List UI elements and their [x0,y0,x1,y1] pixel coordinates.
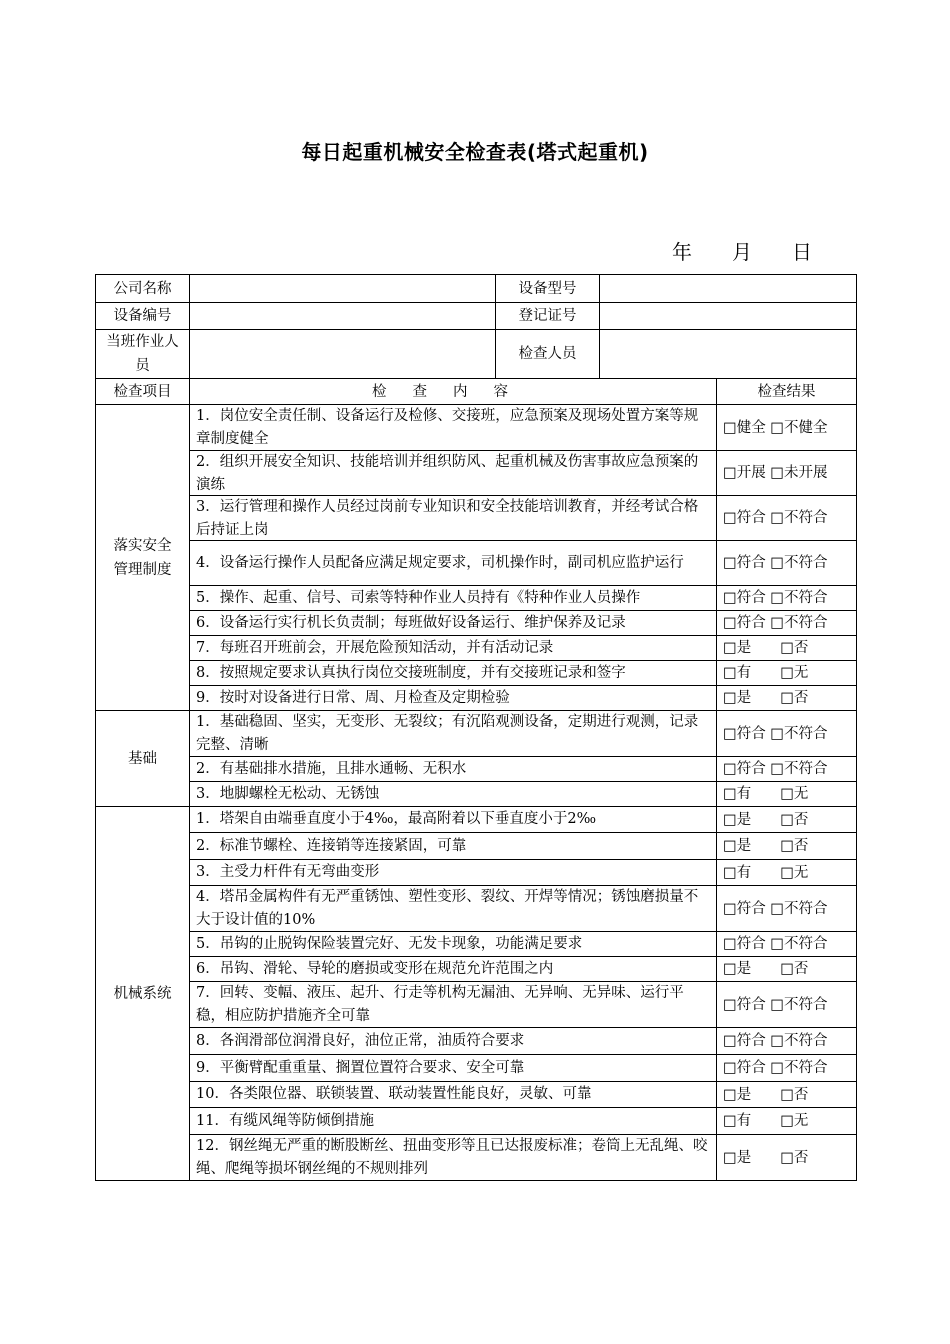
check-row [96,496,857,541]
check-row [96,886,857,932]
check-row [96,1108,857,1135]
check-row [96,541,857,586]
check-item-label: 6．设备运行实行机长负责制；每班做好设备运行、维护保养及记录 [196,614,626,631]
check-result-options[interactable]: □符合 □不符合 [717,611,857,636]
page-title: 每日起重机械安全检查表(塔式起重机) [301,140,649,164]
check-item-label: 2．标准节螺栓、连接销等连接紧固，可靠 [196,837,467,854]
info-row [96,330,857,379]
check-row [96,957,857,982]
check-item-text [190,807,717,833]
check-result-options[interactable]: □开展 □未开展 [717,451,857,496]
check-row [96,932,857,957]
check-row [96,782,857,807]
check-row [96,757,857,782]
check-item-label: 4．塔吊金属构件有无严重锈蚀、塑性变形、裂纹、开焊等情况；锈蚀磨损量不大于设计值的10% [196,889,699,928]
check-item-label: 11．有缆风绳等防倾倒措施 [196,1112,374,1129]
check-item-text [190,757,717,782]
check-item-label: 6．吊钩、滑轮、导轮的磨损或变形在规范允许范围之内 [196,960,554,977]
inspection-table [95,274,857,1181]
check-item-text [190,957,717,982]
check-result-options[interactable]: □符合 □不符合 [717,586,857,611]
check-row [96,1055,857,1082]
check-result-options[interactable]: □符合 □不符合 [717,757,857,782]
check-row [96,586,857,611]
check-result-options[interactable]: □有 □无 [717,782,857,807]
inspector-field[interactable] [600,330,857,379]
check-row [96,1135,857,1181]
company-label: 公司名称 [96,275,190,303]
check-item-label: 10．各类限位器、联锁装置、联动装置性能良好，灵敏、可靠 [196,1086,592,1102]
check-item-text [190,932,717,957]
check-result-options[interactable]: □有 □无 [717,1108,857,1135]
section-name: 落实安全管理制度 [96,405,190,711]
check-item-text [190,661,717,686]
check-result-options[interactable]: □健全 □不健全 [717,405,857,451]
check-result-options[interactable]: □是 □否 [717,807,857,833]
check-item-label: 9．按时对设备进行日常、周、月检查及定期检验 [196,689,510,706]
check-item-label: 1．岗位安全责任制、设备运行及检修、交接班，应急预案及现场处置方案等规章制度健全 [196,408,699,447]
check-item-label: 7．每班召开班前会，开展危险预知活动，并有活动记录 [196,639,554,656]
number-field[interactable] [190,303,496,330]
check-item-text [190,782,717,807]
header-row [96,379,857,405]
check-item-label: 3．主受力杆件有无弯曲变形 [196,864,380,880]
check-result-options[interactable]: □是 □否 [717,1135,857,1181]
check-result-options[interactable]: □符合 □不符合 [717,886,857,932]
check-item-label: 5．吊钩的止脱钩保险装置完好、无发卡现象，功能满足要求 [196,935,583,952]
info-row [96,275,857,303]
check-row [96,1028,857,1055]
check-item-text [190,833,717,860]
check-item-label: 1．塔架自由端垂直度小于4‰，最高附着以下垂直度小于2‰ [196,811,597,827]
check-item-text [190,636,717,661]
check-item-text [190,541,717,586]
check-result-options[interactable]: □是 □否 [717,636,857,661]
check-item-label: 1．基础稳固、坚实，无变形、无裂纹；有沉陷观测设备，定期进行观测，记录完整、清晰 [196,714,699,753]
check-result-options[interactable]: □是 □否 [717,686,857,711]
check-item-text [190,886,717,932]
check-item-text [190,860,717,886]
model-label: 设备型号 [496,275,600,303]
check-row [96,1082,857,1108]
check-item-text [190,451,717,496]
check-item-text [190,586,717,611]
date-month: 月 [732,240,752,264]
check-item-label: 8．各润滑部位润滑良好，油位正常，油质符合要求 [196,1032,525,1049]
company-field[interactable] [190,275,496,303]
header-result: 检查结果 [717,379,857,405]
check-row [96,860,857,886]
info-row [96,303,857,330]
check-result-options[interactable]: □符合 □不符合 [717,496,857,541]
check-result-options[interactable]: □符合 □不符合 [717,1028,857,1055]
check-result-options[interactable]: □是 □否 [717,833,857,860]
check-item-label: 2．有基础排水措施，且排水通畅、无积水 [196,760,467,777]
check-item-text [190,1082,717,1108]
operator-field[interactable] [190,330,496,379]
date-line [672,236,812,265]
check-item-label: 5．操作、起重、信号、司索等特种作业人员持有《特种作业人员操作 [196,589,641,606]
check-row [96,807,857,833]
check-result-options[interactable]: □符合 □不符合 [717,711,857,757]
check-result-options[interactable]: □有 □无 [717,661,857,686]
check-item-text [190,686,717,711]
reg-field[interactable] [600,303,857,330]
check-result-options[interactable]: □是 □否 [717,957,857,982]
check-item-label: 9．平衡臂配重重量、搁置位置符合要求、安全可靠 [196,1059,525,1076]
reg-label: 登记证号 [496,303,600,330]
number-label: 设备编号 [96,303,190,330]
date-day: 日 [792,240,812,264]
check-item-label: 7．回转、变幅、液压、起升、行走等机构无漏油、无异响、无异味、运行平稳，相应防护措施齐全可靠 [196,985,684,1024]
check-item-text [190,496,717,541]
check-item-text [190,405,717,451]
check-item-label: 2．组织开展安全知识、技能培训并组织防风、起重机械及伤害事故应急预案的演练 [196,454,699,493]
check-item-label: 12．钢丝绳无严重的断股断丝、扭曲变形等且已达报废标准；卷筒上无乱绳、咬绳、爬绳等损坏钢丝绳的不规则排列 [196,1138,708,1177]
inspector-label: 检查人员 [496,330,600,379]
section-name: 机械系统 [96,807,190,1181]
header-content: 检查内容 [190,379,717,405]
check-item-text [190,1135,717,1181]
check-row [96,833,857,860]
date-year: 年 [672,240,692,264]
check-row [96,982,857,1028]
check-item-label: 8．按照规定要求认真执行岗位交接班制度，并有交接班记录和签字 [196,664,626,681]
check-row [96,405,857,451]
check-result-options[interactable]: □是 □否 [717,1082,857,1108]
operator-label: 当班作业人员 [96,330,190,379]
check-item-label: 4．设备运行操作人员配备应满足规定要求，司机操作时，副司机应监护运行 [196,554,684,571]
model-field[interactable] [600,275,857,303]
check-item-text [190,1055,717,1082]
check-row [96,451,857,496]
check-result-options[interactable]: □符合 □不符合 [717,932,857,957]
check-result-options[interactable]: □符合 □不符合 [717,541,857,586]
check-item-text [190,611,717,636]
check-item-text [190,1108,717,1135]
check-result-options[interactable]: □有 □无 [717,860,857,886]
section-name: 基础 [96,711,190,807]
check-item-label: 3．运行管理和操作人员经过岗前专业知识和安全技能培训教育，并经考试合格后持证上岗 [196,499,699,538]
check-result-options[interactable]: □符合 □不符合 [717,982,857,1028]
check-row [96,711,857,757]
check-item-label: 3．地脚螺栓无松动、无锈蚀 [196,785,380,802]
check-row [96,661,857,686]
header-item: 检查项目 [96,379,190,405]
check-item-text [190,1028,717,1055]
check-item-text [190,711,717,757]
check-row [96,611,857,636]
check-row [96,686,857,711]
check-result-options[interactable]: □符合 □不符合 [717,1055,857,1082]
check-item-text [190,982,717,1028]
check-row [96,636,857,661]
